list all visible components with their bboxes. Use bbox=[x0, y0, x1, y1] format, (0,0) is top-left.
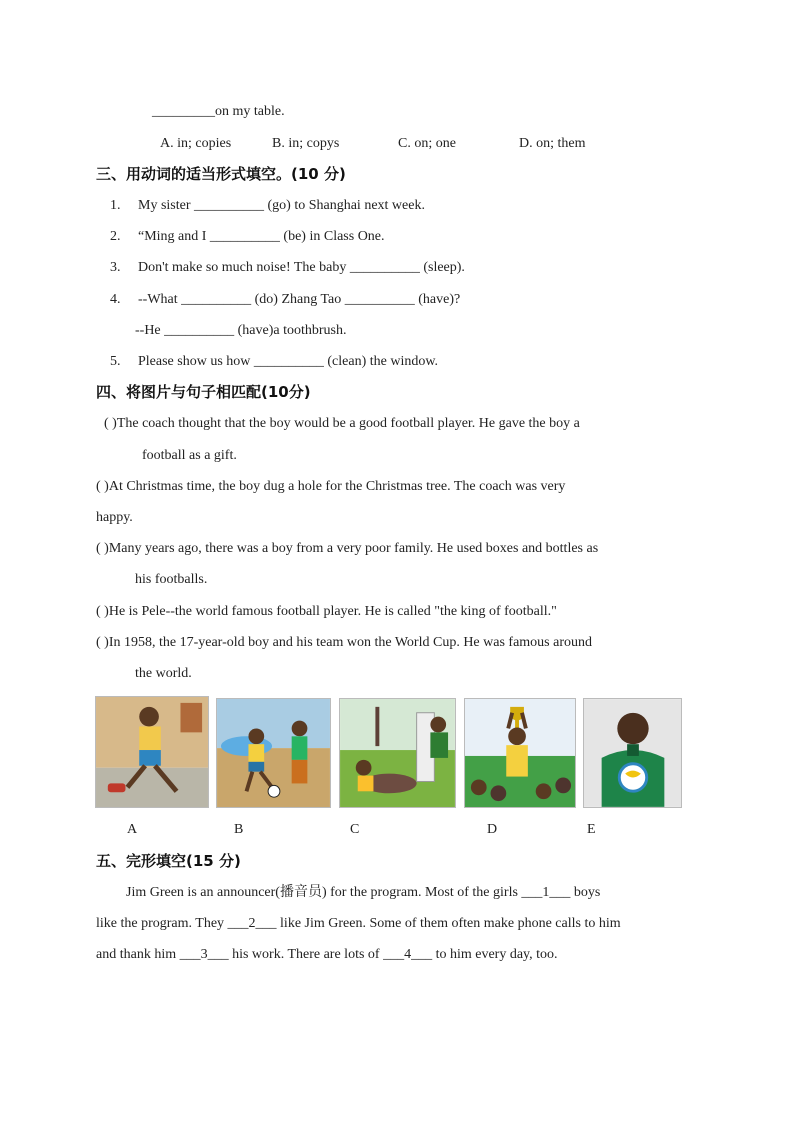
match-item bbox=[96, 540, 598, 558]
answer-blank[interactable]: ( ) bbox=[96, 541, 109, 556]
answer-blank[interactable]: ( ) bbox=[96, 635, 109, 650]
picture-a bbox=[95, 696, 209, 808]
match-sentence: In 1958, the 17-year-old boy and his team won the World Cup. He was famous around bbox=[108, 635, 593, 650]
item-text: My sister __________ (go) to Shanghai next week. bbox=[138, 198, 425, 213]
match-sentence: At Christmas time, the boy dug a hole for the Christmas tree. The coach was very bbox=[108, 479, 566, 494]
answer-blank[interactable]: ( ) bbox=[96, 479, 109, 494]
match-item-continued: happy. bbox=[96, 510, 133, 525]
match-item-continued: his footballs. bbox=[135, 572, 208, 587]
picture-e bbox=[583, 698, 682, 808]
item-number: 1. bbox=[110, 198, 121, 213]
boy-kicking-football-icon bbox=[217, 699, 330, 807]
match-item bbox=[96, 478, 565, 496]
item-number: 2. bbox=[110, 229, 121, 244]
world-cup-celebration-icon bbox=[465, 699, 575, 807]
match-item-continued: football as a gift. bbox=[142, 448, 237, 463]
match-item bbox=[104, 415, 580, 433]
answer-option-a: A. in; copies bbox=[160, 136, 232, 151]
item-number: 4. bbox=[110, 292, 121, 307]
item-text: --What __________ (do) Zhang Tao __________ (have)? bbox=[138, 292, 461, 307]
section-4-heading: 四、将图片与句子相匹配(10分) bbox=[96, 383, 311, 401]
fill-item bbox=[110, 228, 385, 246]
fill-item bbox=[110, 197, 425, 215]
item-text: Don't make so much noise! The baby __________ (sleep). bbox=[138, 260, 465, 275]
answer-blank[interactable]: ( ) bbox=[96, 604, 109, 619]
pele-photo-icon bbox=[584, 699, 681, 807]
item-text: “Ming and I __________ (be) in Class One. bbox=[138, 229, 385, 244]
answer-blank[interactable]: ( ) bbox=[104, 416, 117, 431]
fill-item bbox=[110, 259, 465, 277]
picture-label-a: A bbox=[127, 822, 138, 837]
picture-d bbox=[464, 698, 576, 808]
fill-item bbox=[110, 353, 438, 371]
item-number: 5. bbox=[110, 354, 121, 369]
match-sentence: The coach thought that the boy would be a good football player. He gave the boy a bbox=[116, 416, 580, 431]
item-text: --He __________ (have)a toothbrush. bbox=[135, 323, 347, 338]
passage-line: and thank him ___3___ his work. There are lots of ___4___ to him every day, too. bbox=[96, 947, 558, 962]
answer-option-c: C. on; one bbox=[398, 136, 456, 151]
passage-line: Jim Green is an announcer(播音员) for the program. Most of the girls ___1___ boys bbox=[126, 885, 601, 900]
answer-option-b: B. in; copys bbox=[272, 136, 340, 151]
fill-item bbox=[110, 291, 460, 309]
item-text: Please show us how __________ (clean) the window. bbox=[138, 354, 439, 369]
picture-label-e: E bbox=[587, 822, 596, 837]
fill-item bbox=[135, 322, 347, 340]
section-3-heading: 三、用动词的适当形式填空。(10 分) bbox=[96, 165, 346, 183]
picture-c bbox=[339, 698, 456, 808]
picture-label-b: B bbox=[234, 822, 244, 837]
question-stem: _________on my table. bbox=[152, 104, 285, 119]
section-5-heading: 五、完形填空(15 分) bbox=[96, 852, 241, 870]
picture-b bbox=[216, 698, 331, 808]
item-number: 3. bbox=[110, 260, 121, 275]
match-item-continued: the world. bbox=[135, 666, 192, 681]
match-sentence: Many years ago, there was a boy from a very poor family. He used boxes and bottles as bbox=[108, 541, 599, 556]
boy-kicking-can-icon bbox=[96, 697, 208, 807]
match-item bbox=[96, 634, 592, 652]
answer-option-d: D. on; them bbox=[519, 136, 586, 151]
match-item bbox=[96, 603, 557, 621]
passage-line: like the program. They ___2___ like Jim Green. Some of them often make phone calls to him bbox=[96, 916, 621, 931]
picture-label-d: D bbox=[487, 822, 498, 837]
boy-digging-hole-icon bbox=[340, 699, 455, 807]
picture-label-c: C bbox=[350, 822, 360, 837]
match-sentence: He is Pele--the world famous football player. He is called "the king of football." bbox=[108, 604, 557, 619]
